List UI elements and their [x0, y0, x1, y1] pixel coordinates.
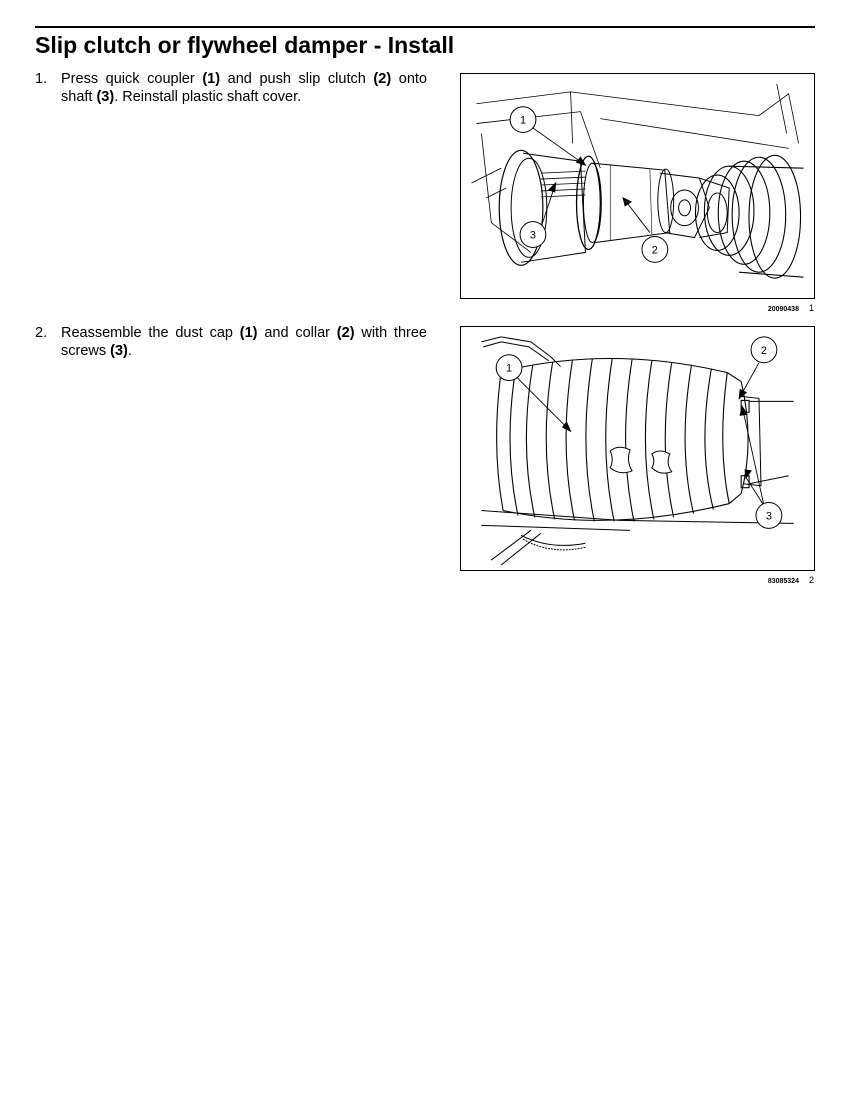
- figure-1-callout-1: 1: [519, 114, 527, 127]
- step-2-text: Reassemble the dust cap (1) and collar (2) with three screws (3).: [61, 325, 427, 359]
- figure-2-code: 83085324: [767, 578, 799, 585]
- figure-1-caption: [460, 303, 815, 313]
- section-title: Slip clutch or flywheel damper - Install: [35, 32, 455, 58]
- step-1-text: Press quick coupler (1) and push slip clutch (2) onto shaft (3). Reinstall plastic shaft cover.: [61, 71, 427, 105]
- step-2: [35, 324, 427, 360]
- figure-2-caption: [460, 575, 815, 585]
- step-1-number: 1.: [35, 71, 48, 87]
- header-rule: [35, 26, 815, 28]
- figure-2-number: 2: [808, 575, 814, 585]
- figure-1-callout-2: 2: [651, 244, 658, 257]
- figure-2-callout-2: 2: [760, 344, 767, 357]
- step-1: [35, 70, 427, 106]
- step-2-number: 2.: [35, 325, 48, 341]
- figure-2-callout-1: 1: [506, 362, 513, 375]
- figure-2-callout-3: 3: [765, 510, 772, 523]
- figure-1-number: 1: [808, 303, 814, 313]
- figure-1-code: 20090438: [767, 306, 799, 313]
- figure-2-dust-cap-illustration: [460, 326, 815, 571]
- figure-1-slip-clutch-illustration: [460, 73, 815, 299]
- figure-1-callout-3: 3: [529, 229, 536, 242]
